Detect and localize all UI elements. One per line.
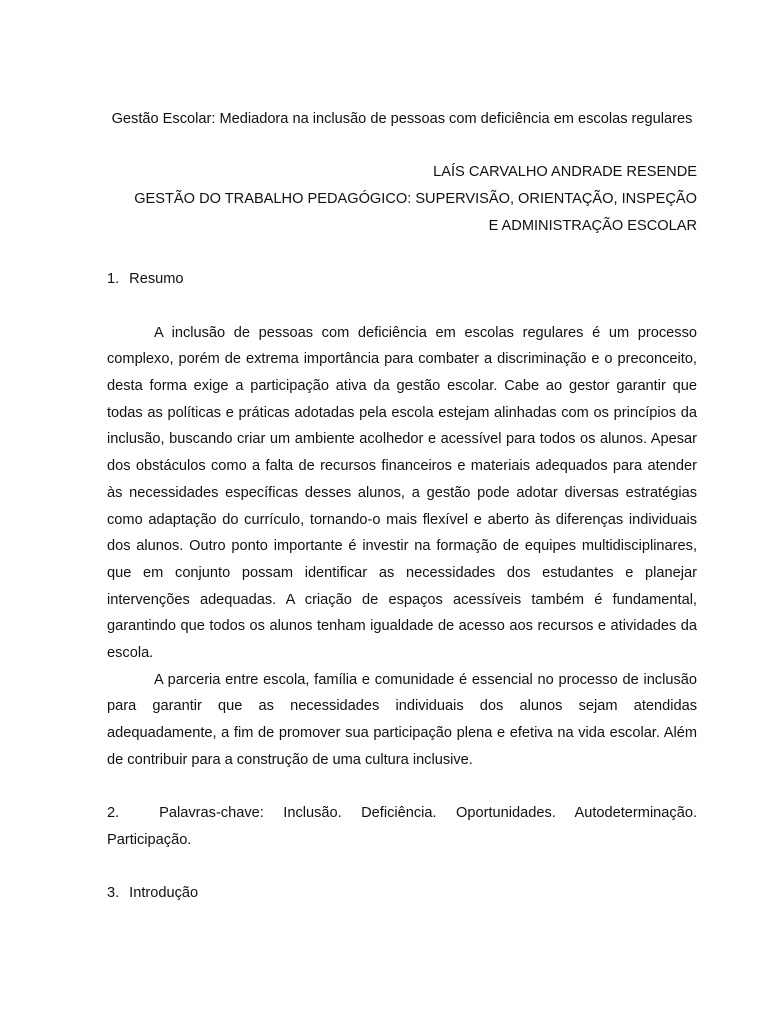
section-number: 1. [107, 271, 120, 288]
section-resumo-heading [107, 266, 697, 293]
section-introducao-heading [107, 880, 697, 907]
author-block [107, 159, 697, 239]
course-line-2: E ADMINISTRAÇÃO ESCOLAR [488, 217, 697, 234]
document-title: Gestão Escolar: Mediadora na inclusão de pessoas com deficiência em escolas regulares [111, 111, 693, 127]
author-name: LAÍS CARVALHO ANDRADE RESENDE [433, 164, 697, 181]
section-number: 2. [107, 805, 120, 822]
course-line-1: GESTÃO DO TRABALHO PEDAGÓGICO: SUPERVISÃO, ORIENTAÇÃO, INSPEÇÃO [134, 191, 697, 208]
document-body [107, 106, 697, 907]
section-number: 3. [107, 885, 120, 902]
keywords-text: Palavras-chave: Inclusão. Deficiência. Oportunidades. Autodeterminação. Participação. [107, 805, 697, 848]
section-title: Introdução [129, 885, 199, 902]
section-title: Resumo [129, 271, 184, 288]
abstract-paragraph-2: A parceria entre escola, família e comunidade é essencial no processo de inclusão para garantir que as necessidades individuais dos alunos sejam atendidas adequadamente, a fim de promover sua participação plena e efetiva na vida escolar. Além de contribuir para a construção de uma cultura inclusive. [107, 671, 697, 768]
abstract-paragraph-1: A inclusão de pessoas com deficiência em escolas regulares é um processo complexo, porém de extrema importância para combater a discriminação e o preconceito, desta forma exige a participação ativa da gestão escolar. Cabe ao gestor garantir que todas as políticas e práticas adotadas pela escola estejam alinhadas com os princípios da inclusão, buscando criar um ambiente acolhedor e acessível para todos os alunos. Apesar dos obstáculos como a falta de recursos financeiros e materiais adequados para atender às necessidades específicas desses alunos, a gestão pode adotar diversas estratégias como adaptação do currículo, tornando-o mais flexível e aberto às diferenças individuais dos alunos. Outro ponto importante é investir na formação de equipes multidisciplinares, que em conjunto possam identificar as necessidades dos estudantes e planejar intervenções adequadas. A criação de espaços acessíveis também é fundamental, garantindo que todos os alunos tenham igualdade de acesso aos recursos e atividades da escola. [107, 324, 697, 662]
keywords-line [107, 800, 697, 853]
